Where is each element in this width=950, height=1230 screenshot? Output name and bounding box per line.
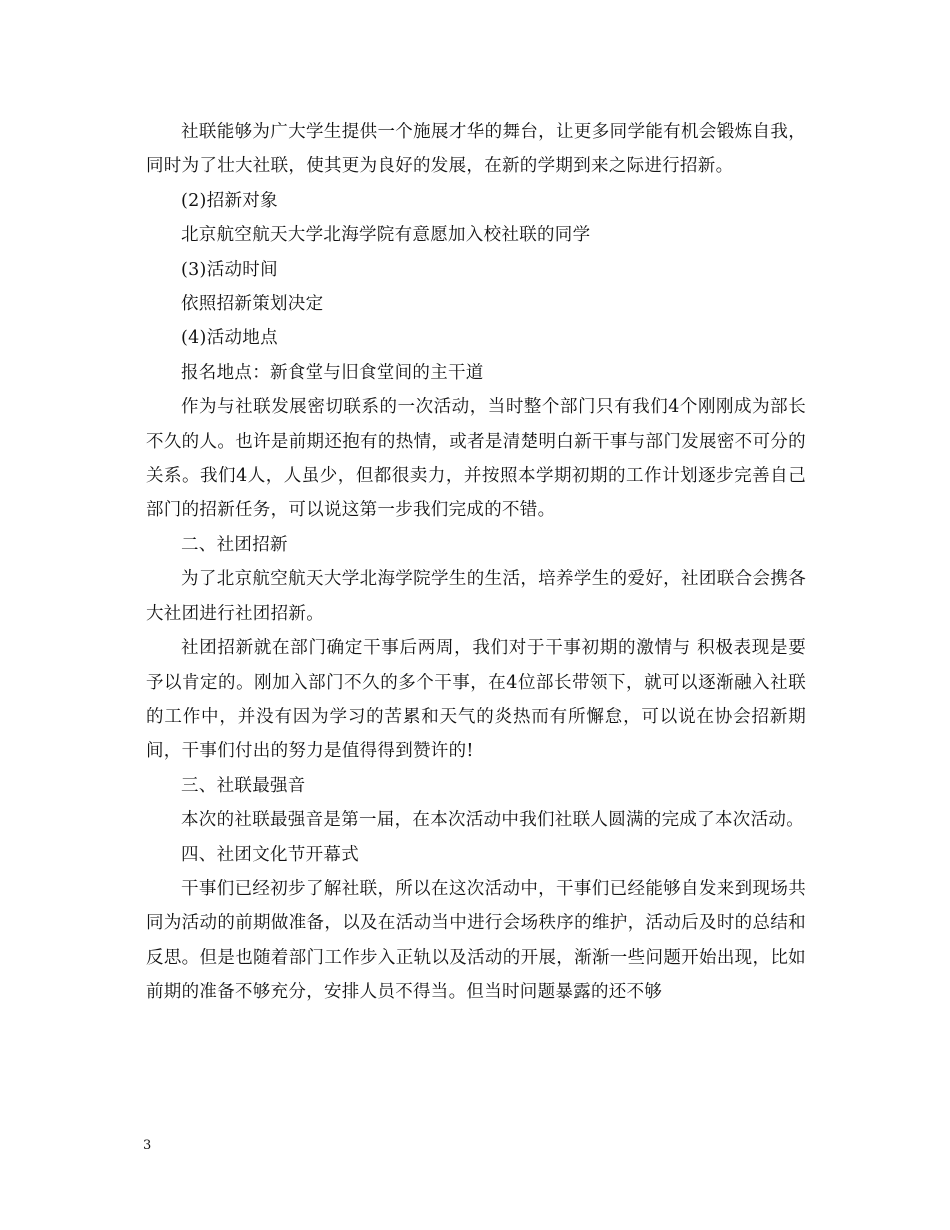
heading-club-recruitment: 二、社团招新 xyxy=(181,534,288,555)
paragraph-recruitment-review: 作为与社联发展密切联系的一次活动，当时整个部门只有我们4个刚刚成为部长不久的人。也许是前期还抱有的热情，或者是清楚明白新干事与部门发展密不可分的关系。我们4人，人虽少，但都很卖力，并按照本学期初期的工作计划逐步完善自己部门的招新任务，可以说这第一步我们完成的不错。 xyxy=(146,397,806,521)
paragraph-club-recruitment-review: 社团招新就在部门确定干事后两周，我们对于干事初期的激情与 积极表现是要予以肯定的。刚加入部门不久的多个干事，在4位部长带领下，就可以逐渐融入社联的工作中，并没有因为学习的苦累和天气的炎热而有所懈怠，可以说在协会招新期间，干事们付出的努力是值得得到赞许的! xyxy=(146,638,806,762)
document-body xyxy=(146,115,806,1010)
paragraph-recruitment-target: 北京航空航天大学北海学院有意愿加入校社联的同学 xyxy=(181,225,591,246)
paragraph-registration-location: 报名地点：新食堂与旧食堂间的主干道 xyxy=(181,362,484,383)
paragraph-activity-time: 依照招新策划决定 xyxy=(181,294,324,315)
heading-activity-time: (3)活动时间 xyxy=(181,259,278,280)
heading-recruitment-target: (2)招新对象 xyxy=(181,190,278,211)
paragraph-recruitment-purpose: 社联能够为广大学生提供一个施展才华的舞台，让更多同学能有机会锻炼自我，同时为了壮大社联，使其更为良好的发展，在新的学期到来之际进行招新。 xyxy=(146,122,806,177)
heading-culture-festival-opening: 四、社团文化节开幕式 xyxy=(181,844,359,865)
page-number: 3 xyxy=(143,1138,152,1153)
paragraph-club-recruitment-intro: 为了北京航空航天大学北海学院学生的生活，培养学生的爱好，社团联合会携各大社团进行社团招新。 xyxy=(146,569,806,624)
paragraph-strongest-voice: 本次的社联最强音是第一届，在本次活动中我们社联人圆满的完成了本次活动。 xyxy=(181,810,804,831)
heading-activity-location: (4)活动地点 xyxy=(181,328,278,349)
heading-strongest-voice: 三、社联最强音 xyxy=(181,775,306,796)
paragraph-culture-festival-review: 干事们已经初步了解社联，所以在这次活动中，干事们已经能够自发来到现场共同为活动的前期做准备，以及在活动当中进行会场秩序的维护，活动后及时的总结和反思。但是也随着部门工作步入正轨以及活动的开展，渐渐一些问题开始出现，比如前期的准备不够充分，安排人员不得当。但当时问题暴露的还不够 xyxy=(146,878,806,1003)
